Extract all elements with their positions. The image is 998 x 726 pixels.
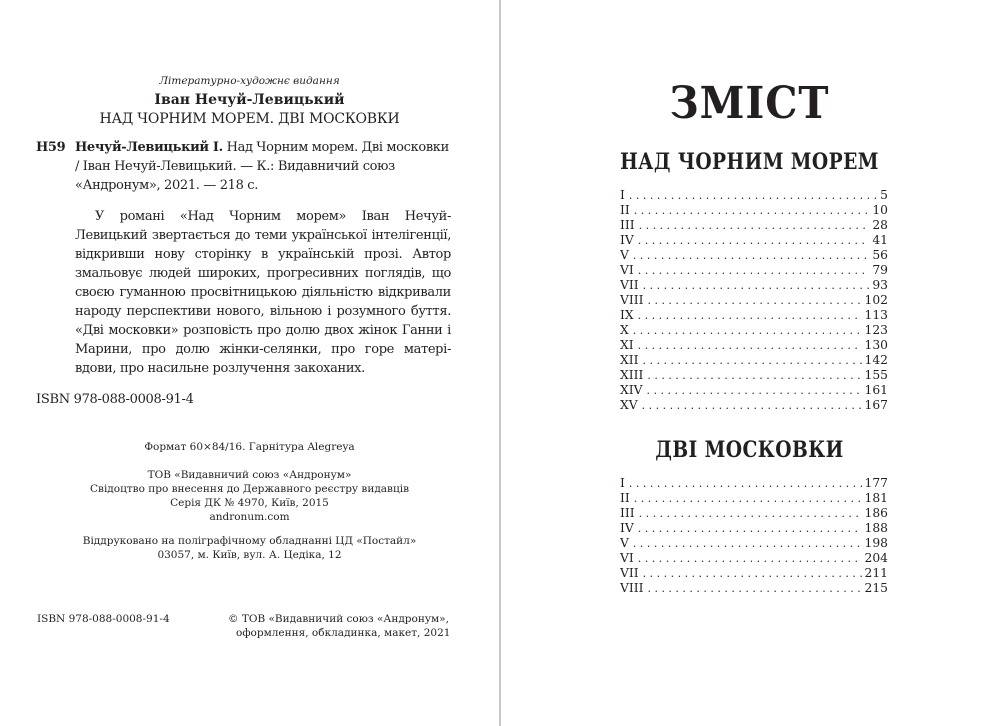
copyright-line: © ТОВ «Видавничий союз «Андронум», [228, 613, 449, 625]
chapter-number: VII [620, 278, 639, 292]
page-number: 211 [864, 566, 888, 580]
dot-leader [639, 218, 870, 233]
page-number: 79 [872, 263, 888, 277]
toc-entry[interactable] [620, 506, 888, 521]
section-title: НАД ЧОРНИМ МОРЕМ [620, 149, 879, 175]
page-number: 161 [864, 383, 888, 397]
toc-entry[interactable] [620, 521, 888, 536]
toc-entry[interactable] [620, 581, 888, 596]
dot-leader [633, 323, 862, 338]
chapter-number: XIV [620, 383, 643, 397]
right-page-contents [501, 0, 998, 726]
dot-leader [643, 278, 870, 293]
page-number: 181 [864, 491, 888, 505]
page-number: 130 [864, 338, 888, 352]
page-number: 155 [864, 368, 888, 382]
page-number: 186 [864, 506, 888, 520]
page-number: 123 [864, 323, 888, 337]
chapter-number: IV [620, 521, 634, 535]
chapter-number: III [620, 218, 635, 232]
imprint-header [0, 74, 499, 129]
toc-entry[interactable] [620, 383, 888, 398]
page-number: 167 [864, 398, 888, 412]
toc-entry[interactable] [620, 203, 888, 218]
dot-leader [647, 293, 861, 308]
toc-entry[interactable] [620, 293, 888, 308]
publisher-line: ТОВ «Видавничий союз «Андронум» [147, 469, 352, 481]
toc-entry[interactable] [620, 476, 888, 491]
chapter-number: XIII [620, 368, 644, 382]
chapter-number: IV [620, 233, 634, 247]
toc-entry[interactable] [620, 233, 888, 248]
chapter-number: V [620, 248, 629, 262]
page-number: 142 [864, 353, 888, 367]
imprint-body [36, 138, 451, 409]
dot-leader [643, 566, 862, 581]
dot-leader [634, 203, 870, 218]
imprint-title: НАД ЧОРНИМ МОРЕМ. ДВІ МОСКОВКИ [99, 111, 400, 127]
page-number: 10 [872, 203, 888, 217]
publisher-info [0, 468, 499, 524]
printer-line: 03057, м. Київ, вул. А. Цедіка, 12 [157, 549, 342, 561]
chapter-number: I [620, 476, 625, 490]
page-number: 41 [872, 233, 888, 247]
catalog-description: Над Чорним морем. Дві московки / Іван Нечуй-Левицький. — К.: Видавничий союз «Андронум», 2021. — 218 с. [75, 140, 449, 193]
dot-leader [633, 536, 862, 551]
chapter-number: II [620, 203, 630, 217]
chapter-number: XI [620, 338, 634, 352]
catalog-entry-text [75, 138, 451, 195]
publisher-line: Свідоцтво про внесення до Державного реєстру видавців [90, 483, 409, 495]
toc-entry[interactable] [620, 353, 888, 368]
dot-leader [629, 188, 877, 203]
toc-entry[interactable] [620, 323, 888, 338]
toc-list [620, 188, 888, 413]
toc-title: ЗМІСТ [669, 78, 830, 129]
section-title: ДВІ МОСКОВКИ [655, 437, 844, 463]
toc-entry[interactable] [620, 278, 888, 293]
dot-leader [638, 521, 862, 536]
publisher-website: andronum.com [209, 511, 290, 523]
chapter-number: III [620, 506, 635, 520]
copyright-line: оформлення, обкладинка, макет, 2021 [236, 627, 451, 639]
toc-entry[interactable] [620, 188, 888, 203]
dot-leader [629, 476, 862, 491]
dot-leader [638, 308, 862, 323]
chapter-number: IX [620, 308, 634, 322]
annotation-text: У романі «Над Чорним морем» Іван Нечуй-Левицький звертається до теми української інтелігенції, відкривши нову сторінку в українській прозі. Автор змальовує людей широких, прогресивних поглядів, що своєю гуманною просвітницькою діяльністю відкривали народу перспективи нового, вільною і розумного буття. «Дві московки» розповість про долю двох жінок Ганни і Марини, про долю жінки-селянки, про горе матері-вдови, про насильне розлучення закоханих. [75, 209, 451, 376]
toc-entry[interactable] [620, 491, 888, 506]
page-number: 28 [872, 218, 888, 232]
page-number: 5 [880, 188, 888, 202]
toc-list [620, 476, 888, 596]
imprint-small-print [0, 440, 499, 562]
publisher-line: Серія ДК № 4970, Київ, 2015 [170, 497, 329, 509]
toc-entry[interactable] [620, 368, 888, 383]
toc-entry[interactable] [620, 218, 888, 233]
toc-entry[interactable] [620, 248, 888, 263]
chapter-number: XII [620, 353, 639, 367]
dot-leader [642, 353, 861, 368]
dot-leader [647, 581, 861, 596]
page-number: 177 [864, 476, 888, 490]
toc-entry[interactable] [620, 338, 888, 353]
chapter-number: XV [620, 398, 638, 412]
toc-entry[interactable] [620, 551, 888, 566]
chapter-number: VI [620, 263, 634, 277]
dot-leader [638, 233, 870, 248]
isbn: ISBN 978-088-0008-91-4 [36, 392, 194, 407]
toc-entry[interactable] [620, 398, 888, 413]
page-number: 113 [864, 308, 888, 322]
dot-leader [634, 491, 862, 506]
catalog-author: Нечуй-Левицький І. [75, 140, 223, 155]
dot-leader [638, 338, 862, 353]
annotation [75, 207, 451, 378]
toc-entry[interactable] [620, 263, 888, 278]
page-number: 56 [872, 248, 888, 262]
page-number: 198 [864, 536, 888, 550]
printer-info [0, 534, 499, 562]
catalog-entry [36, 138, 451, 195]
chapter-number: II [620, 491, 630, 505]
printer-line: Віддруковано на поліграфічному обладнанні ЦД «Постайл» [82, 535, 417, 547]
dot-leader [633, 248, 869, 263]
catalog-code: Н59 [36, 140, 66, 155]
toc-entry[interactable] [620, 308, 888, 323]
format-info: Формат 60×84/16. Гарнітура Alegreya [144, 441, 355, 453]
chapter-number: V [620, 536, 629, 550]
dot-leader [647, 383, 862, 398]
dot-leader [638, 263, 870, 278]
page-number: 102 [864, 293, 888, 307]
dot-leader [642, 398, 862, 413]
page-number: 204 [864, 551, 888, 565]
imprint-label: Літературно-художнє видання [159, 75, 340, 87]
chapter-number: VIII [620, 581, 644, 595]
page-number: 93 [872, 278, 888, 292]
chapter-number: VII [620, 566, 639, 580]
footer-isbn: ISBN 978-088-0008-91-4 [37, 613, 170, 625]
toc-entry[interactable] [620, 566, 888, 581]
chapter-number: I [620, 188, 625, 202]
toc-entry[interactable] [620, 536, 888, 551]
chapter-number: VI [620, 551, 634, 565]
dot-leader [639, 506, 862, 521]
page-number: 188 [864, 521, 888, 535]
dot-leader [647, 368, 861, 383]
chapter-number: VIII [620, 293, 644, 307]
copyright [228, 612, 468, 640]
page-number: 215 [864, 581, 888, 595]
imprint-author: Іван Нечуй-Левицький [154, 92, 345, 108]
dot-leader [638, 551, 862, 566]
chapter-number: X [620, 323, 629, 337]
